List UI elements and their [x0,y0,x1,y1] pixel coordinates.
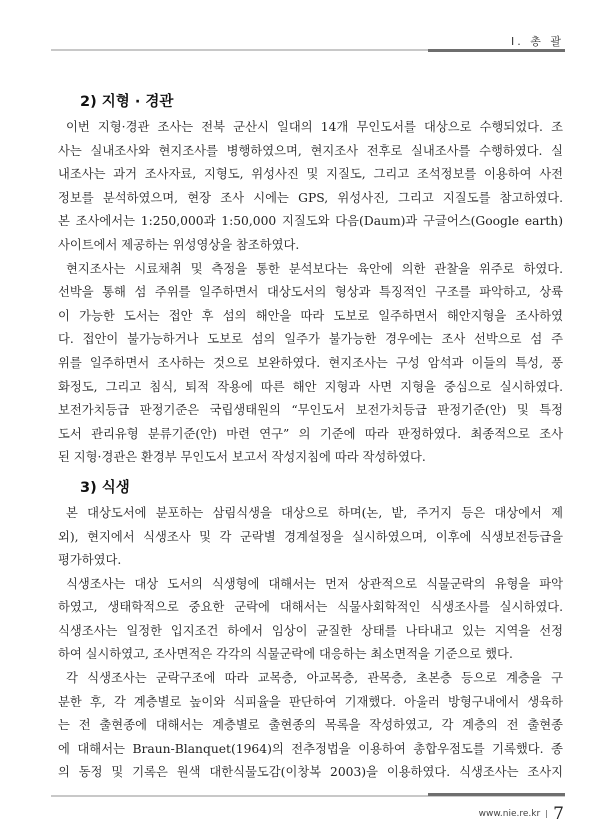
text-line: 하여 실시하였고, 조사면적은 각각의 식물군락에 대응하는 최소면적을 기준으로 했다. [58,647,513,662]
text-line: 본 대상도서에 분포하는 삼림식생을 대상으로 하며(논, 밭, 주거지 등은 대상에서 제 [66,505,563,520]
text-line: 화정도, 그리고 침식, 퇴적 작용에 따른 해안 지형과 사면 지형을 중심으로 실시하였다. [58,379,563,394]
chapter-title: Ⅰ. 총 괄 [511,35,564,48]
text-line: 분한 후, 각 계층별로 높이와 식피율을 판단하여 기재했다. 아울러 방형구내에서 생육하 [58,694,563,709]
text-line: 하였고, 생태학적으로 중요한 군락에 대해서는 식물사회학적인 식생조사를 실시하였다. [58,600,563,615]
text-line: 본 조사에서는 1:250,000과 1:50,000 지질도와 다음(Daum)과 구글어스(Google earth) [58,214,563,229]
footer-info [479,804,564,824]
text-line: 식생조사는 일정한 입지조건 하에서 임상이 균질한 상태를 나타내고 있는 지역을 선정 [58,623,563,638]
text-line: 도서 관리유형 분류기준(안) 마련 연구” 의 기준에 따라 판정하였다. 최종적으로 조사 [58,426,563,441]
text-line: 이번 지형·경관 조사는 전북 군산시 일대의 14개 무인도서를 대상으로 수행되었다. 조 [66,120,563,134]
text-line: 현지조사는 시료채취 및 측정을 통한 분석보다는 육안에 의한 관찰을 위주로 하였다. [66,261,563,276]
section-heading: 3) 식생 [80,479,130,496]
text-line: 정보를 분석하였으며, 현장 조사 시에는 GPS, 위성사진, 그리고 지질도를 참고하였다. [58,190,563,205]
paragraph [58,502,563,573]
header-divider-accent [428,49,565,52]
text-line: 이 가능한 도서는 접안 후 섬의 해안을 따라 도보로 일주하면서 해안지형을 조사하였 [58,308,563,323]
text-line: 보전가치등급 판정기준은 국립생태원의 “무인도서 보전가치등급 판정기준(안) 및 특정 [58,403,563,418]
footer-divider-accent [428,793,565,796]
document-body [58,88,563,785]
footer-url: www.nie.re.kr [478,809,541,819]
section-heading: 2) 지형 · 경관 [80,94,174,110]
header-divider [51,49,565,51]
page-number: 7 [553,804,564,824]
text-line: 위를 일주하면서 조사하는 것으로 보완하였다. 현지조사는 구성 암석과 이들의 특성, 풍 [58,355,563,370]
footer-separator [546,810,547,818]
text-line: 외), 현지에서 식생조사 및 각 군락별 경계설정을 실시하였으며, 이후에 식생보전등급을 [58,529,563,544]
text-line: 사는 실내조사와 현지조사를 병행하였으며, 현지조사 전후로 실내조사를 수행하였다. 실 [58,143,563,158]
paragraph [58,258,563,470]
footer-divider [51,795,565,797]
text-line: 선박을 통해 섬 주위를 일주하면서 대상도서의 형상과 특징적인 구조를 파악하고, 상륙 [58,285,563,300]
text-line: 의 동정 및 기록은 원색 대한식물도감(이창복 2003)을 이용하였다. 식생조사는 조사지 [58,765,563,780]
paragraph [58,573,563,667]
text-line: 사이트에서 제공하는 위성영상을 참조하였다. [58,237,300,252]
text-line: 에 대해서는 Braun-Blanquet(1964)의 전추정법을 이용하여 총합우점도를 기록했다. 종 [58,741,563,756]
section [58,474,563,785]
text-line: 각 식생조사는 군락구조에 따라 교목층, 아교목층, 관목층, 초본층 등으로 계층을 구 [66,671,563,686]
text-line: 내조사는 과거 조사자료, 지형도, 위성사진 및 지질도, 그리고 조석정보를 이용하여 사전 [58,167,563,182]
section [58,88,563,470]
text-line: 다. 접안이 불가능하거나 도보로 섬의 일주가 불가능한 경우에는 조사 선박으로 섬 주 [58,332,563,347]
text-line: 된 지형·경관은 환경부 무인도서 보고서 작성지침에 따라 작성하였다. [58,450,426,465]
text-line: 는 전 출현종에 대해서는 계층별로 출현종의 목록을 작성하였고, 각 계층의 전 출현종 [58,718,563,733]
text-line: 평가하였다. [58,553,122,568]
paragraph [58,116,563,258]
text-line: 식생조사는 대상 도서의 식생형에 대해서는 먼저 상관적으로 식물군락의 유형을 파악 [66,576,563,591]
paragraph [58,667,563,785]
